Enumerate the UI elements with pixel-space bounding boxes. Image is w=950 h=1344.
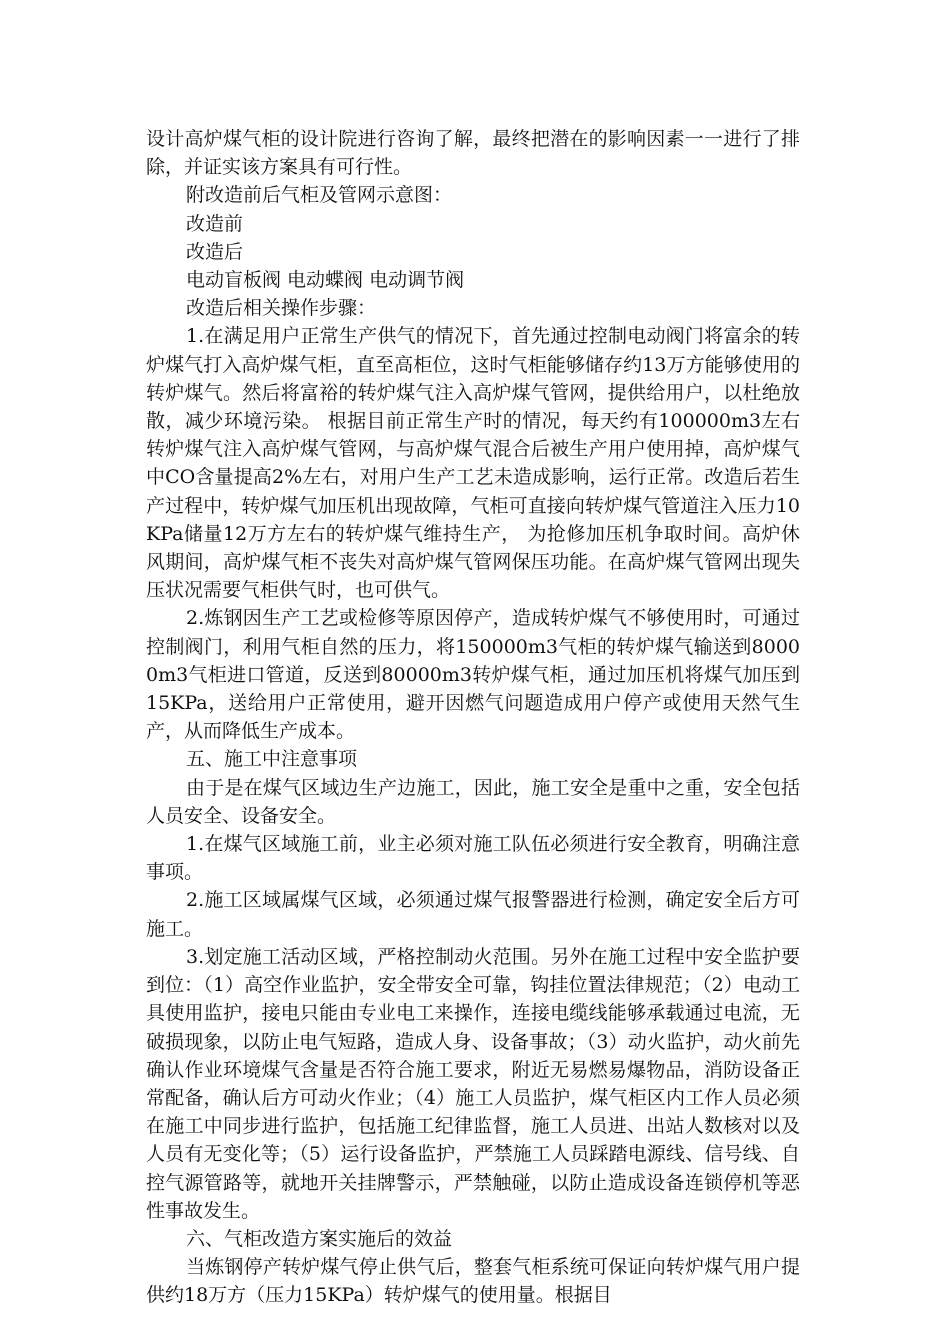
paragraph-step-1: 1.在满足用户正常生产供气的情况下，首先通过控制电动阀门将富余的转炉煤气打入高炉煤气柜，直至高柜位，这时气柜能够储存约13万方能够使用的转炉煤气。然后将富裕的转炉煤气注入高炉煤气管网，提供给用户，以杜绝放散，减少环境污染。 根据目前正常生产时的情况，每天约有100000m3左右转炉煤气注入高炉煤气管网，与高炉煤气混合后被生产用户使用掉，高炉煤气中CO含量提高2%左右，对用户生产工艺未造成影响，运行正常。改造后若生产过程中，转炉煤气加压机出现故障，气柜可直接向转炉煤气管道注入压力10KPa储量12万方左右的转炉煤气维持生产， 为抢修加压机争取时间。高炉休风期间，高炉煤气柜不丧失对高炉煤气管网保压功能。在高炉煤气管网出现失压状况需要气柜供气时，也可供气。 — [146, 325, 800, 602]
paragraph-before-label: 改造前 — [186, 212, 244, 235]
paragraph-diagram-caption: 附改造前后气柜及管网示意图： — [186, 184, 453, 207]
paragraph-safety-1: 1.在煤气区域施工前，业主必须对施工队伍必须进行安全教育，明确注意事项。 — [146, 833, 800, 884]
section-heading-6: 六、气柜改造方案实施后的效益 — [186, 1227, 453, 1250]
paragraph-step-2: 2.炼钢因生产工艺或检修等原因停产，造成转炉煤气不够使用时，可通过控制阀门，利用气柜自然的压力，将150000m3气柜的转炉煤气输送到80000m3气柜进口管道，反送到80000m3转炉煤气柜，通过加压机将煤气加压到15KPa，送给用户正常使用，避开因燃气问题造成用户停产或使用天然气生产，从而降低生产成本。 — [146, 607, 800, 743]
paragraph-steps-heading: 改造后相关操作步骤： — [186, 297, 377, 320]
section-heading-5: 五、施工中注意事项 — [186, 748, 358, 771]
paragraph-benefits: 当炼钢停产转炉煤气停止供气后，整套气柜系统可保证向转炉煤气用户提供约18万方（压力15KPa）转炉煤气的使用量。根据目 — [146, 1256, 800, 1307]
paragraph-valve-legend: 电动盲板阀 电动蝶阀 电动调节阀 — [186, 269, 465, 292]
paragraph-safety-3: 3.划定施工活动区域，严格控制动火范围。另外在施工过程中安全监护要到位：（1）高空作业监护，安全带安全可靠，钩挂位置法律规范；（2）电动工具使用监护，接电只能由专业电工来操作，连接电缆线能够承载通过电流，无破损现象，以防止电气短路，造成人身、设备事故；（3）动火监护，动火前先确认作业环境煤气含量是否符合施工要求，附近无易燃易爆物品，消防设备正常配备，确认后方可动火作业；（4）施工人员监护，煤气柜区内工作人员必须在施工中同步进行监护，包括施工纪律监督，施工人员进、出站人数核对以及人员有无变化等；（5）运行设备监护，严禁施工人员踩踏电源线、信号线、自控气源管路等，就地开关挂牌警示，严禁触碰，以防止造成设备连锁停机等恶性事故发生。 — [146, 945, 800, 1222]
paragraph-intro-continuation: 设计高炉煤气柜的设计院进行咨询了解，最终把潜在的影响因素一一进行了排除，并证实该方案具有可行性。 — [146, 128, 800, 179]
paragraph-safety-2: 2.施工区域属煤气区域，必须通过煤气报警器进行检测，确定安全后方可施工。 — [146, 889, 800, 940]
paragraph-safety-intro: 由于是在煤气区域边生产边施工，因此，施工安全是重中之重，安全包括人员安全、设备安全。 — [146, 776, 800, 827]
paragraph-after-label: 改造后 — [186, 240, 244, 263]
document-body — [146, 125, 800, 1310]
